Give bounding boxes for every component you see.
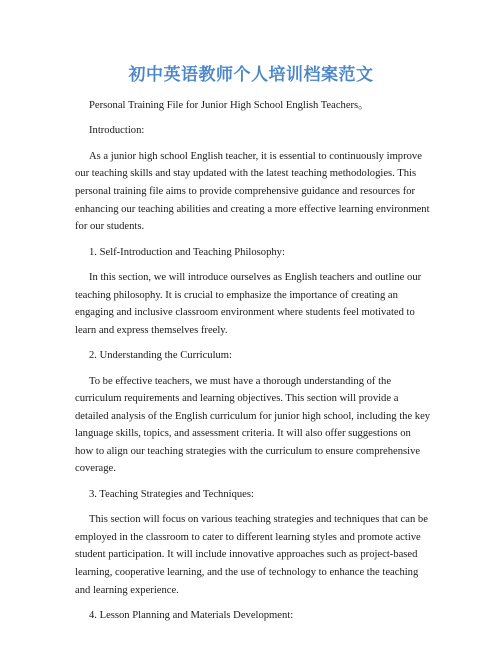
document-title: 初中英语教师个人培训档案范文 [128, 65, 374, 85]
section-3-heading: 3. Teaching Strategies and Techniques: [89, 488, 254, 500]
document-body [75, 97, 431, 632]
section-2-paragraph: To be effective teachers, we must have a thorough understanding of the curriculum requirements and learning objectives. This section will provide a detailed analysis of the English curriculum for junior high school, including the key language skills, topics, and assessment criteria. It will also offer suggestions on how to align our teaching strategies with the curriculum to ensure comprehensive coverage. [75, 375, 431, 475]
section-3-paragraph: This section will focus on various teaching strategies and techniques that can be employed in the classroom to cater to different learning styles and promote active student participation. It will include innovative approaches such as project-based learning, cooperative learning, and the use of technology to enhance the teaching and learning experience. [75, 514, 428, 596]
section-4-heading: 4. Lesson Planning and Materials Development: [89, 610, 294, 622]
document-subtitle: Personal Training File for Junior High School English Teachers。 [89, 100, 369, 111]
section-2-heading: 2. Understanding the Curriculum: [89, 350, 232, 362]
section-1-heading: 1. Self-Introduction and Teaching Philosophy: [89, 246, 285, 258]
section-1-paragraph: In this section, we will introduce ourselves as English teachers and outline our teaching philosophy. It is crucial to emphasize the importance of creating an engaging and inclusive classroom environment where students feel motivated to learn and express themselves freely. [75, 271, 422, 336]
intro-heading: Introduction: [89, 125, 145, 137]
intro-paragraph: As a junior high school English teacher, it is essential to continuously improve our teaching skills and stay updated with the latest teaching methodologies. This personal training file aims to provide comprehensive guidance and resources for enhancing our teaching abilities and creating a more effective learning environment for our students. [75, 150, 430, 233]
